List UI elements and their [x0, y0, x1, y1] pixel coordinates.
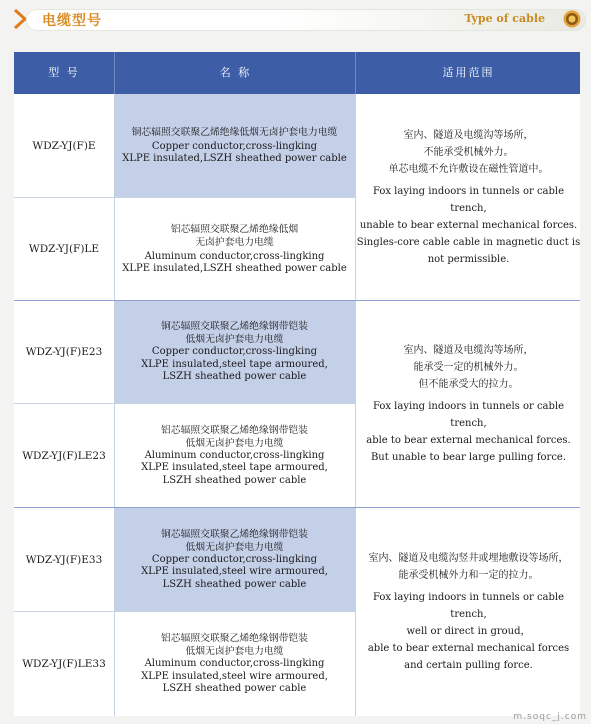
cable-name-en: XLPE insulated,LSZH sheathed power cable [122, 263, 347, 274]
table-header [14, 52, 580, 94]
application-cell [355, 301, 581, 507]
application-en: Fox laying indoors in tunnels or cable trench, [372, 401, 565, 429]
watermark: m.soqc_j.com [513, 712, 587, 722]
application-en: Singles-core cable cable in magnetic duct is [356, 236, 581, 248]
cable-type: WDZ-YJ(F)LE [14, 198, 115, 300]
application-cn: 但不能承受大的拉力。 [418, 379, 519, 390]
emblem-icon [563, 10, 581, 28]
section-header [0, 0, 591, 42]
application-cn: 不能承受机械外力。 [423, 146, 514, 158]
cable-name-en: Aluminum conductor,cross-lingking [144, 449, 325, 461]
cable-type: WDZ-YJ(F)E33 [14, 508, 115, 611]
cable-name-cn: 低烟无卤护套电力电缆 [185, 334, 284, 346]
cable-name-cn: 铝芯辐照交联聚乙烯绝缘低烟 [170, 223, 299, 235]
cable-name-cn: 铜芯辐照交联聚乙烯绝缘低烟无卤护套电力电缆 [131, 126, 338, 138]
cable-name [114, 612, 355, 716]
cable-name-en: Copper conductor,cross-lingking [151, 553, 318, 565]
cable-name-cn: 铜芯辐照交联聚乙烯绝缘钢带铠装 [161, 528, 308, 540]
application-en: unable to bear external mechanical forces. [359, 219, 578, 231]
application-cn: 室内、隧道及电缆沟竖井或埋地敷设等场所， [368, 553, 569, 564]
cable-name-en: LSZH sheathed power cable [162, 578, 307, 590]
cable-name-en: XLPE insulated,LSZH sheathed power cable [122, 153, 347, 164]
section-title-english: Type of cable [464, 12, 545, 25]
cable-name-en: XLPE insulated,steel tape armoured, [141, 462, 328, 474]
cable-name-cn: 低烟无卤护套电力电缆 [185, 646, 284, 658]
cable-type: WDZ-YJ(F)E [14, 94, 115, 197]
cable-name [114, 94, 355, 197]
cable-name-en: Copper conductor,cross-lingking [151, 140, 318, 152]
cable-name-en: Aluminum conductor,cross-lingking [144, 658, 325, 670]
application-en: But unable to bear large pulling force. [370, 452, 567, 463]
application-en: well or direct in groud， [406, 626, 531, 637]
column-header-name: 名 称 [114, 52, 356, 94]
cable-name-cn: 铜芯辐照交联聚乙烯绝缘钢带铠装 [161, 321, 308, 333]
cable-name-en: Aluminum conductor,cross-lingking [144, 250, 325, 262]
cable-name [114, 508, 355, 611]
section-title: 电缆型号 [42, 13, 102, 29]
application-cn: 单芯电缆不允许敷设在磁性管道中。 [388, 163, 549, 175]
cable-name-en: XLPE insulated,steel wire armoured, [141, 566, 328, 578]
cable-name-cn: 无卤护套电力电缆 [195, 236, 274, 248]
cable-name-en: LSZH sheathed power cable [162, 474, 307, 486]
application-en: not permissible. [427, 253, 510, 265]
cable-type-table [14, 52, 580, 716]
column-header-application: 适用范围 [355, 52, 581, 94]
application-en: Fox laying indoors in tunnels or cable trench, [372, 592, 565, 620]
application-cn: 能承受一定的机械外力。 [413, 362, 524, 373]
application-en: and certain pulling force. [404, 660, 533, 671]
application-cn: 室内、隧道及电缆沟等场所， [403, 129, 534, 141]
cable-name-cn: 铝芯辐照交联聚乙烯绝缘钢带铠装 [161, 633, 308, 645]
column-header-type: 型 号 [48, 66, 80, 79]
cable-name-cn: 铝芯辐照交联聚乙烯绝缘钢带铠装 [161, 424, 308, 436]
application-en: Fox laying indoors in tunnels or cable trench, [372, 185, 565, 214]
cable-name-en: Copper conductor,cross-lingking [151, 346, 318, 358]
application-cell [355, 508, 581, 716]
cable-type: WDZ-YJ(F)LE23 [14, 404, 115, 507]
cable-name-cn: 低烟无卤护套电力电缆 [185, 437, 284, 449]
cable-name [114, 301, 355, 403]
cable-type: WDZ-YJ(F)LE33 [14, 612, 115, 716]
cable-name-en: XLPE insulated,steel wire armoured, [141, 670, 328, 682]
application-cn: 室内、隧道及电缆沟等场所， [403, 345, 534, 356]
application-en: able to bear external mechanical forces. [366, 435, 571, 446]
cable-name-cn: 低烟无卤护套电力电缆 [185, 541, 284, 553]
cable-type: WDZ-YJ(F)E23 [14, 301, 115, 403]
cable-name-en: LSZH sheathed power cable [162, 371, 307, 383]
cable-name [114, 198, 355, 300]
application-cell [355, 94, 581, 300]
application-cn: 能承受机械外力和一定的拉力。 [398, 570, 539, 581]
cable-name-en: LSZH sheathed power cable [162, 683, 307, 695]
application-en: able to bear external mechanical forces [367, 643, 570, 654]
cable-name [114, 404, 355, 507]
cable-name-en: XLPE insulated,steel tape armoured, [141, 358, 328, 370]
